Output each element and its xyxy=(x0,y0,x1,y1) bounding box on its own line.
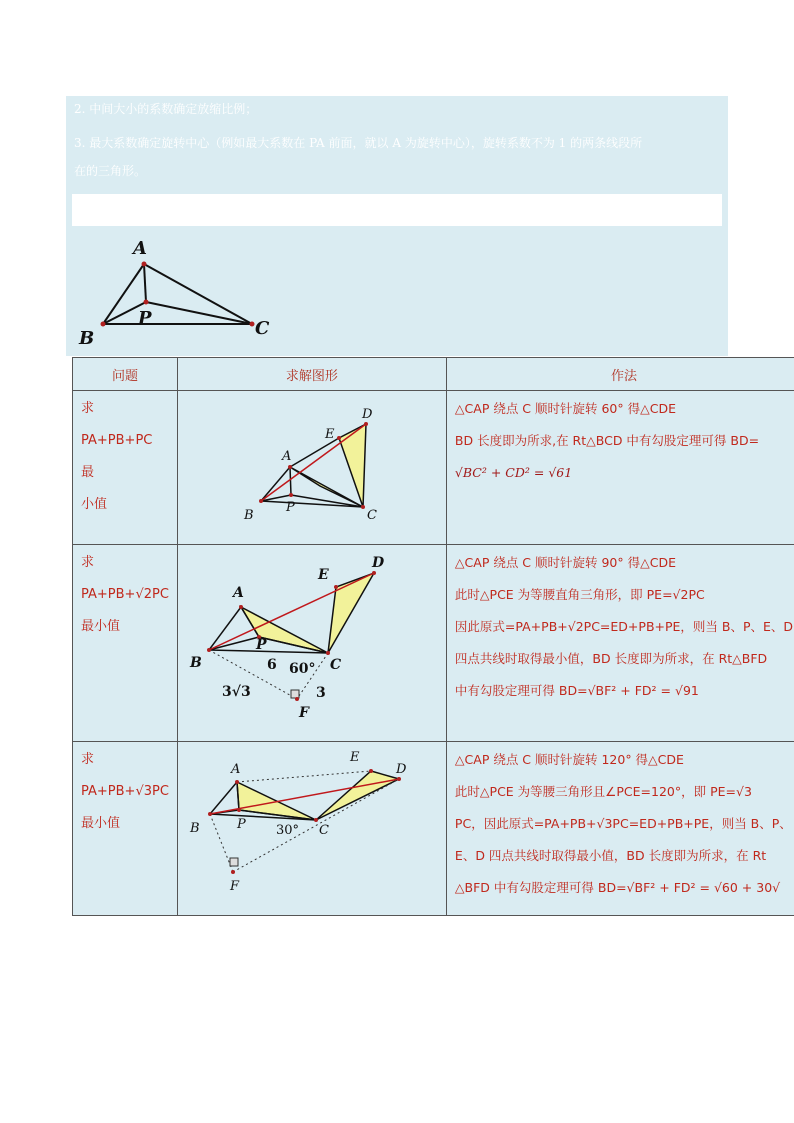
question-cell xyxy=(73,742,178,916)
question-cell xyxy=(73,391,178,545)
fig2-label-F: F xyxy=(298,705,309,721)
fig2-angle-60: 60° xyxy=(288,661,316,677)
fig2-label-A: A xyxy=(232,585,244,601)
fig3-label-E: E xyxy=(349,750,360,765)
fig1-label-C: C xyxy=(366,508,377,523)
table-row xyxy=(73,545,794,742)
header-line-3b: 在的三角形。 xyxy=(74,164,147,178)
method-line: △CAP 绕点 C 顺时针旋转 90° 得△CDE xyxy=(454,555,676,570)
fig3-label-F: F xyxy=(229,879,239,894)
question-line: 最小值 xyxy=(81,816,121,831)
question-line: 求 PA+PB+√2PC xyxy=(81,555,169,602)
question-line: 求 PA+PB+√3PC xyxy=(81,752,169,799)
fig2-side-3root3: 3√3 xyxy=(221,684,251,700)
fig2-side-6: 6 xyxy=(266,657,277,673)
table-header-row xyxy=(73,358,794,391)
fig1-label-A: A xyxy=(281,449,292,464)
question-line: 求 PA+PB+PC 最 xyxy=(81,401,153,480)
fig3-label-P: P xyxy=(236,817,246,832)
figure-cell xyxy=(177,391,446,545)
fig2-label-P: P xyxy=(255,637,267,653)
method-line: 此时△PCE 为等腰直角三角形，即 PE=√2PC xyxy=(454,587,705,602)
figure-cell xyxy=(177,742,446,916)
fig1-label-E: E xyxy=(324,427,335,442)
method-cell xyxy=(446,545,794,742)
label-A: A xyxy=(133,238,147,259)
fig1-label-P: P xyxy=(285,500,295,515)
method-line: E、D 四点共线时取得最小值，BD 长度即为所求，在 Rt xyxy=(454,848,767,863)
header-figure: 求解图形 xyxy=(177,358,446,391)
fig2-label-C: C xyxy=(329,657,342,673)
method-line: 四点共线时取得最小值，BD 长度即为所求，在 Rt△BFD xyxy=(454,651,768,666)
question-line: 小值 xyxy=(81,497,108,512)
method-line: △CAP 绕点 C 顺时针旋转 120° 得△CDE xyxy=(454,752,684,767)
fig3-label-A: A xyxy=(230,762,241,777)
method-cell xyxy=(446,742,794,916)
method-line: △CAP 绕点 C 顺时针旋转 60° 得△CDE xyxy=(454,401,676,416)
fig1-label-B: B xyxy=(243,508,254,523)
table-row xyxy=(73,391,794,545)
method-line: 因此原式=PA+PB+√2PC=ED+PB+PE，则当 B、P、E、D xyxy=(454,619,794,634)
method-cell xyxy=(446,391,794,545)
label-B: B xyxy=(79,328,95,349)
question-cell xyxy=(73,545,178,742)
method-line: BD 长度即为所求,在 Rt△BCD 中有勾股定理可得 BD= xyxy=(454,433,760,448)
method-formula: √BC² + CD² = √61 xyxy=(454,465,573,480)
fig2-side-3: 3 xyxy=(315,685,326,701)
fig2-label-B: B xyxy=(189,655,202,671)
fig2-label-D: D xyxy=(371,555,385,571)
fig3-label-C: C xyxy=(318,823,329,838)
method-line: 此时△PCE 为等腰三角形且∠PCE=120°，即 PE=√3 xyxy=(454,784,752,799)
label-P: P xyxy=(138,308,152,329)
figure-120-rotation xyxy=(178,742,446,915)
header-method: 作法 xyxy=(446,358,794,391)
label-C: C xyxy=(255,318,270,339)
question-line: 最小值 xyxy=(81,619,121,634)
figure-90-rotation xyxy=(178,545,446,741)
header-line-2: 2. 中间大小的系数确定放缩比例； xyxy=(74,102,258,116)
fig3-label-B: B xyxy=(189,821,200,836)
method-table xyxy=(72,357,794,916)
fig3-label-D: D xyxy=(395,762,407,777)
figure-cell xyxy=(177,545,446,742)
fig2-label-E: E xyxy=(317,567,329,583)
fig1-label-D: D xyxy=(361,407,373,422)
blank-box xyxy=(72,194,722,226)
method-line: 中有勾股定理可得 BD=√BF² + FD² = √91 xyxy=(454,683,699,698)
header-line-3a: 3. 最大系数确定旋转中心（例如最大系数在 PA 前面，就以 A 为旋转中心），旋转系数不为 1 的两条线段所 xyxy=(74,136,643,150)
table-row xyxy=(73,742,794,916)
method-line: PC，因此原式=PA+PB+√3PC=ED+PB+PE，则当 B、P、 xyxy=(454,816,792,831)
fig3-angle-30: 30° xyxy=(275,823,299,838)
figure-60-rotation xyxy=(178,391,446,544)
method-line: △BFD 中有勾股定理可得 BD=√BF² + FD² = √60 + 30√ xyxy=(454,880,781,895)
header-question: 问题 xyxy=(73,358,178,391)
top-triangle-figure xyxy=(75,232,285,350)
